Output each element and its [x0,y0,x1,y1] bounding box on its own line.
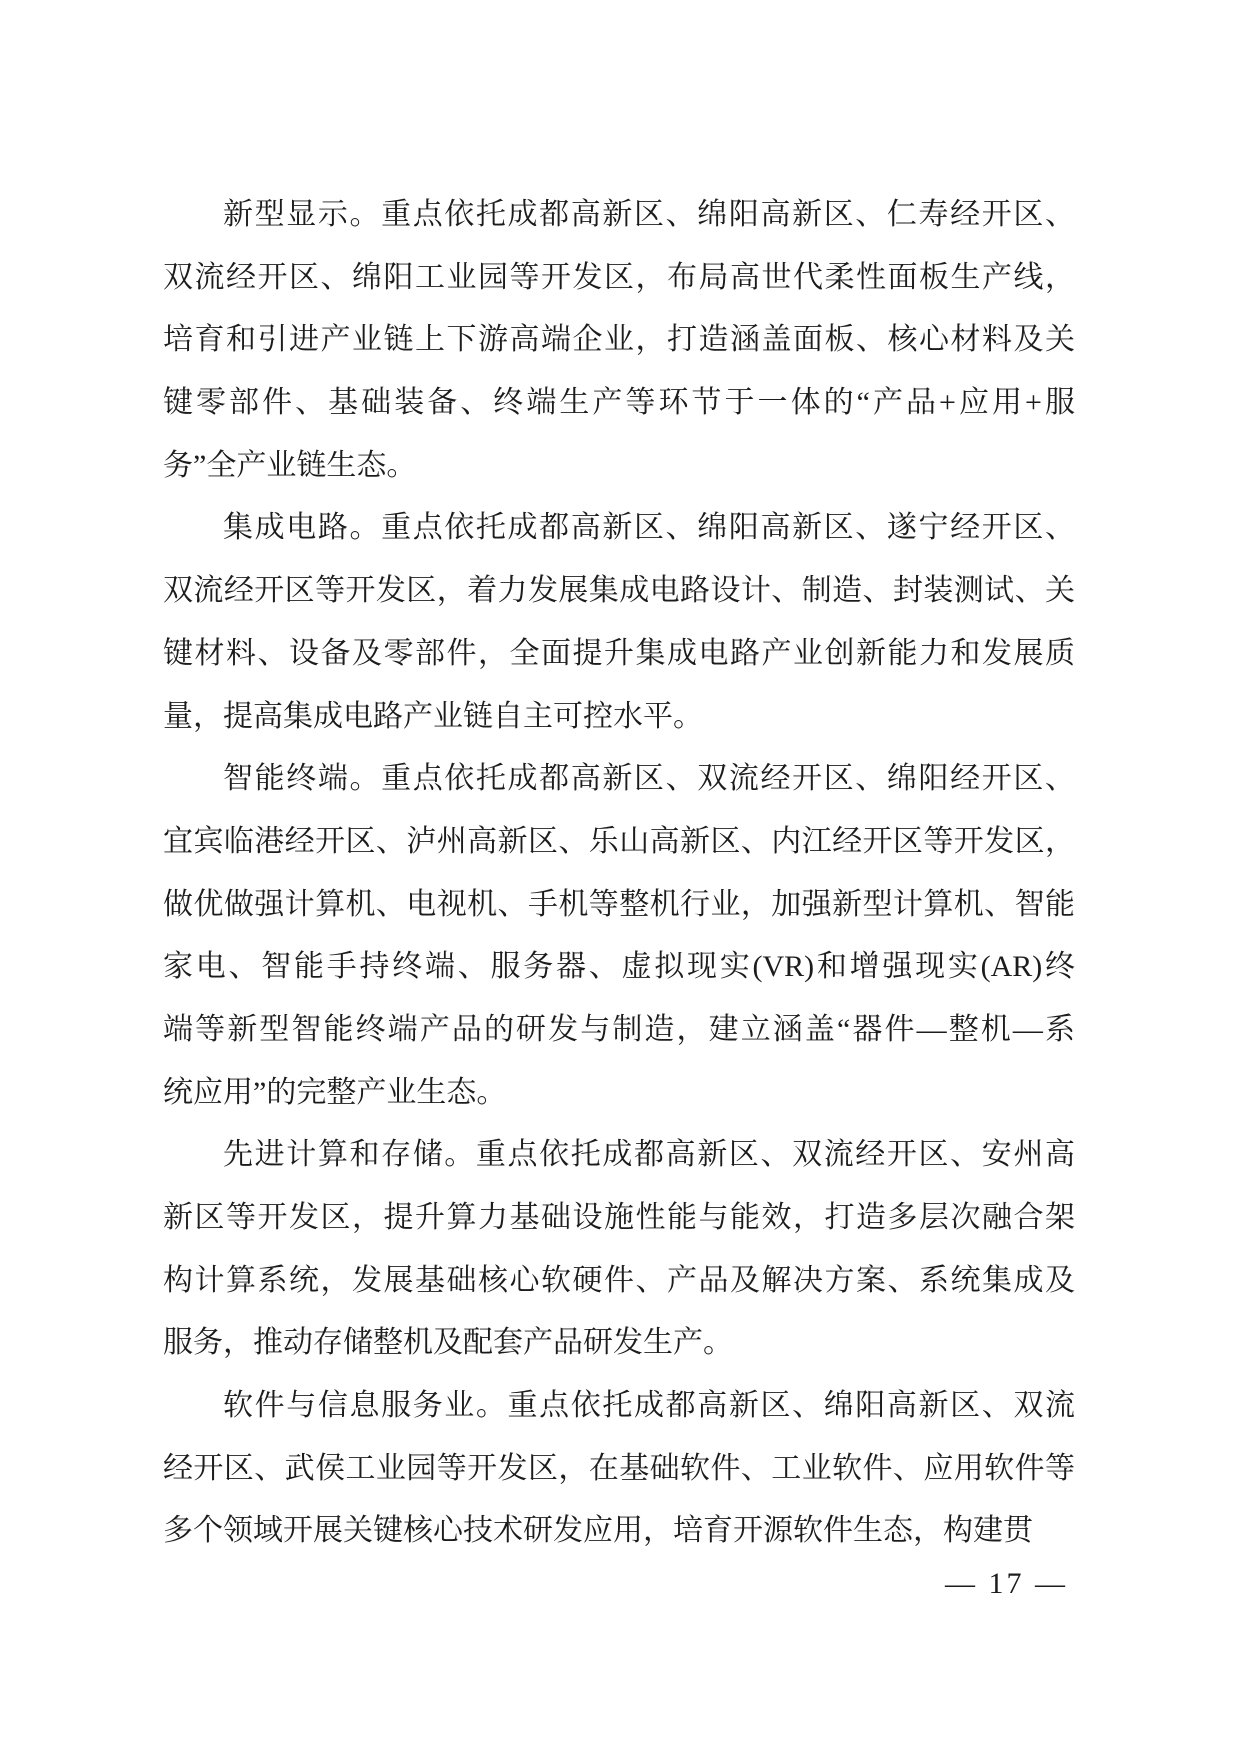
text-line: 统应用”的完整产业生态。 [163,1075,507,1109]
text-line: 服务，推动存储整机及配套产品研发生产。 [163,1326,733,1360]
text-line: 双流经开区、绵阳工业园等开发区，布局高世代柔性面板生产线， [163,260,1075,294]
text-line: 做优做强计算机、电视机、手机等整机行业，加强新型计算机、智能 [163,887,1075,921]
text-line: 培育和引进产业链上下游高端企业，打造涵盖面板、核心材料及关 [163,323,1075,357]
text-line: 新区等开发区，提升算力基础设施性能与能效，打造多层次融合架 [163,1201,1075,1234]
document-body [163,184,1075,1563]
text-line: 集成电路。重点依托成都高新区、绵阳高新区、遂宁经开区、 [223,511,1075,545]
text-line: 多个领域开展关键核心技术研发应用，培育开源软件生态，构建贯 [163,1514,1033,1548]
page-number [945,1566,1068,1602]
text-line: 经开区、武侯工业园等开发区，在基础软件、工业软件、应用软件等 [163,1451,1075,1485]
text-line: 务”全产业链生态。 [163,448,417,482]
text-line: 端等新型智能终端产品的研发与制造，建立涵盖“器件—整机—系 [163,1012,1075,1046]
text-line: 软件与信息服务业。重点依托成都高新区、绵阳高新区、双流 [223,1389,1075,1423]
text-line: 智能终端。重点依托成都高新区、双流经开区、绵阳经开区、 [223,762,1075,796]
page-number-text: — 17 — [945,1567,1068,1600]
text-line: 键材料、设备及零部件，全面提升集成电路产业创新能力和发展质 [163,636,1075,670]
text-line: 先进计算和存储。重点依托成都高新区、双流经开区、安州高 [223,1138,1075,1172]
text-line: 量，提高集成电路产业链自主可控水平。 [163,699,703,733]
text-line: 双流经开区等开发区，着力发展集成电路设计、制造、封装测试、关 [163,574,1075,608]
text-line: 宜宾临港经开区、泸州高新区、乐山高新区、内江经开区等开发区， [163,824,1075,858]
text-line: 家电、智能手持终端、服务器、虚拟现实(VR)和增强现实(AR)终 [163,950,1075,984]
text-line: 构计算系统，发展基础核心软硬件、产品及解决方案、系统集成及 [163,1263,1075,1297]
text-line: 新型显示。重点依托成都高新区、绵阳高新区、仁寿经开区、 [223,198,1075,231]
text-line: 键零部件、基础装备、终端生产等环节于一体的“产品+应用+服 [163,386,1075,420]
